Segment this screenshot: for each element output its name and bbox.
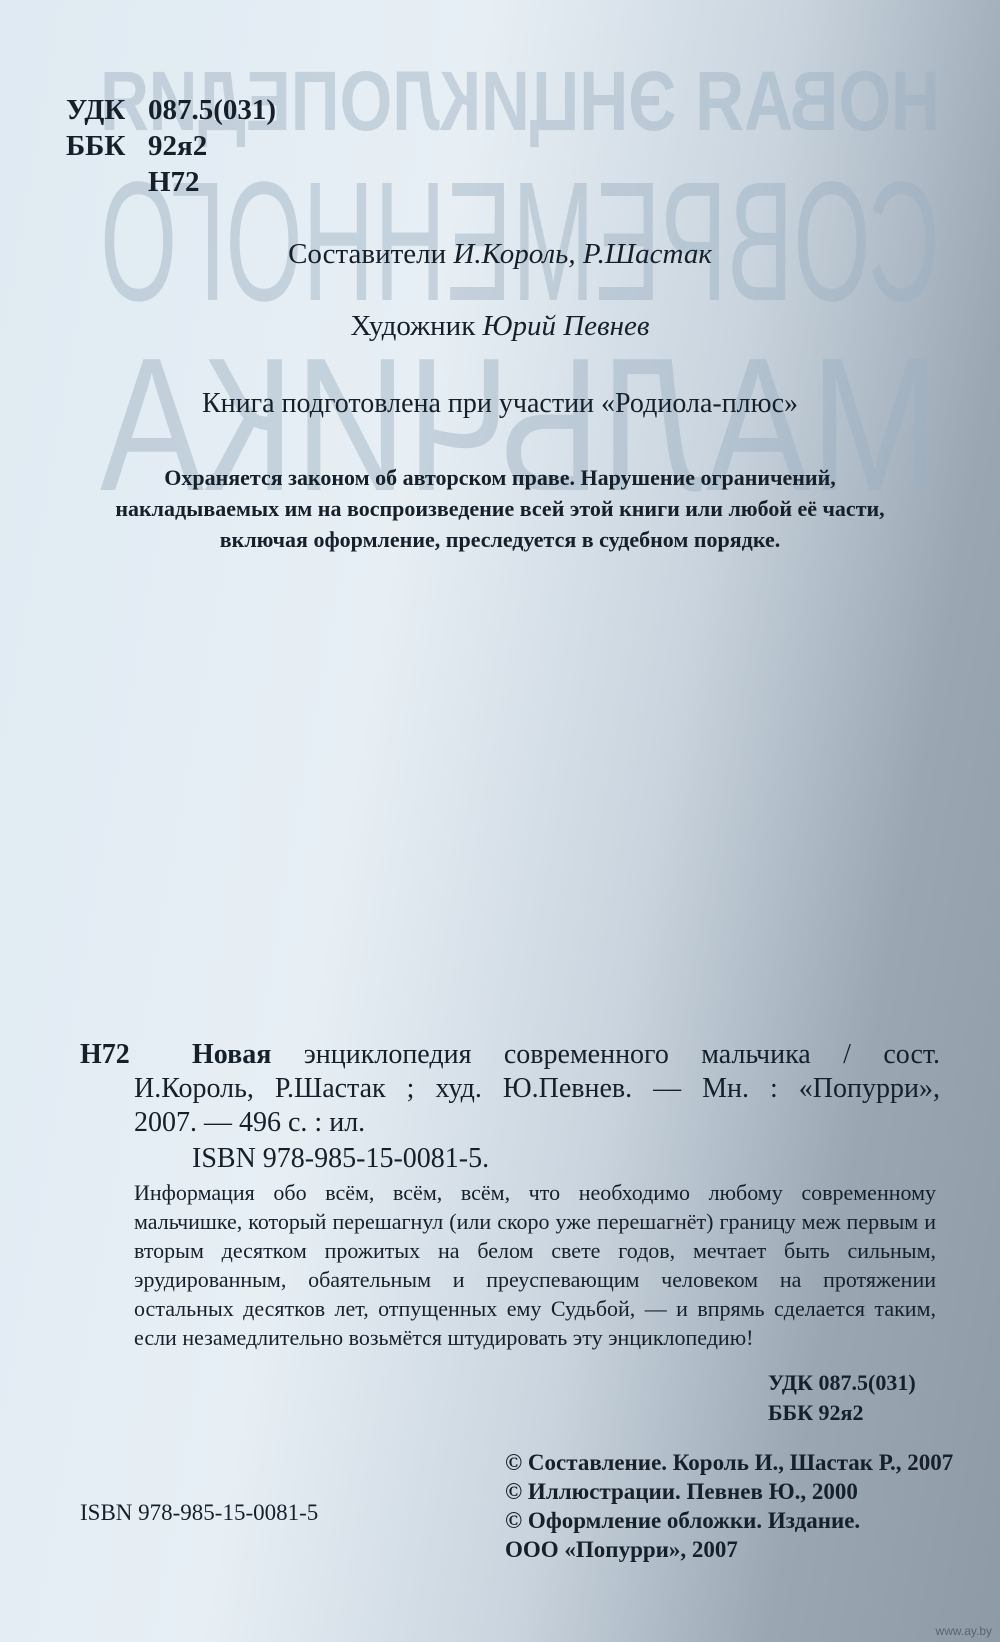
copyright-notice-line-1: Охраняется законом об авторском праве. Нарушение ограничений, bbox=[164, 465, 836, 490]
catalog-line-2: И.Король, Р.Шастак ; худ. Ю.Певнев. — Мн. : «Попурри», bbox=[134, 1073, 940, 1104]
show-through-line-3: МАЛЬЧИКА bbox=[99, 319, 940, 510]
udk-label: УДК bbox=[66, 94, 126, 126]
artist-line bbox=[0, 310, 1000, 343]
copyright-line-4: ООО «Попурри», 2007 bbox=[505, 1537, 738, 1562]
compilers-line bbox=[0, 238, 1000, 271]
bbk-row bbox=[66, 128, 276, 164]
bbk-value: 92я2 bbox=[148, 130, 208, 162]
author-mark-row bbox=[66, 164, 276, 200]
classification-codes-bottom bbox=[768, 1368, 916, 1428]
show-through-line-1: НОВАЯ ЭНЦИКЛОПЕДИЯ bbox=[100, 54, 940, 148]
catalog-title-line bbox=[192, 1038, 940, 1072]
copyright-line-1: © Составление. Король И., Шастак Р., 2007 bbox=[505, 1450, 954, 1475]
show-through-line-2: СОВРЕМЕННОГО bbox=[100, 147, 940, 337]
artist-name: Юрий Певнев bbox=[482, 310, 650, 342]
udk-value: 087.5(031) bbox=[148, 94, 277, 126]
udk-bottom: УДК 087.5(031) bbox=[768, 1370, 916, 1395]
catalog-title-bold: Новая bbox=[192, 1039, 272, 1070]
catalog-line-3: 2007. — 496 с. : ил. bbox=[134, 1107, 366, 1138]
site-watermark: www.ay.by bbox=[935, 1624, 992, 1638]
author-mark: Н72 bbox=[148, 166, 200, 198]
copyright-lines bbox=[505, 1448, 953, 1564]
prepared-with-line: Книга подготовлена при участии «Родиола-плюс» bbox=[202, 388, 798, 419]
catalog-isbn: ISBN 978-985-15-0081-5. bbox=[192, 1143, 490, 1174]
catalog-code: Н72 bbox=[80, 1039, 130, 1070]
compilers-label: Составители bbox=[288, 238, 447, 270]
compilers-names: И.Король, Р.Шастак bbox=[453, 238, 712, 270]
artist-label: Художник bbox=[350, 310, 476, 342]
copyright-notice bbox=[0, 462, 1000, 555]
bbk-label: ББК bbox=[66, 130, 126, 162]
copyright-line-2: © Иллюстрации. Певнев Ю., 2000 bbox=[505, 1479, 858, 1504]
isbn-bottom: ISBN 978-985-15-0081-5 bbox=[80, 1500, 319, 1525]
copyright-notice-line-2: накладываемых им на воспроизведение всей этой книги или любой её части, bbox=[115, 496, 885, 521]
udk-row bbox=[66, 92, 276, 128]
bbk-bottom: ББК 92я2 bbox=[768, 1400, 864, 1425]
catalog-title-rest: энциклопедия современного мальчика / сост. bbox=[303, 1039, 941, 1070]
annotation-paragraph: Информация обо всём, всём, всём, что необходимо любому современному мальчишке, который перешагнул (или скоро уже перешагнёт) границу меж первым и вторым десятком прожитых на белом свете годов, мечтает быть сильным, эрудированным, обаятельным и преуспевающим человеком на протяжении остальных десятков лет, отпущенных ему Судьбой, — и впрямь сделается таким, если незамедлительно возьмётся штудировать эту энциклопедию! bbox=[134, 1180, 936, 1350]
classification-codes-top bbox=[66, 92, 276, 200]
copyright-notice-line-3: включая оформление, преследуется в судебном порядке. bbox=[219, 527, 781, 552]
copyright-line-3: © Оформление обложки. Издание. bbox=[505, 1508, 861, 1533]
